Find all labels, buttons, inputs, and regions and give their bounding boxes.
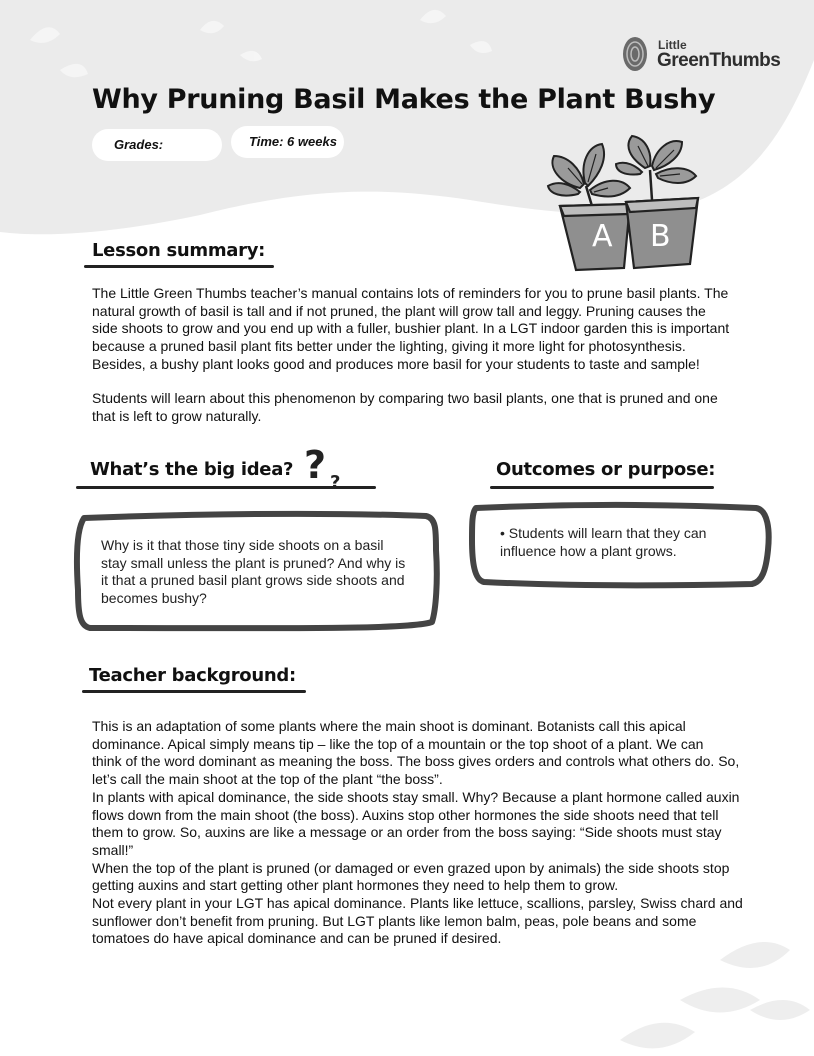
heading-underline [82,690,306,693]
teacher-background-heading: Teacher background: [89,665,296,686]
big-idea-heading: What’s the big idea? [90,459,294,480]
outcomes-heading: Outcomes or purpose: [496,459,716,480]
time-pill: Time: 6 weeks [231,126,344,158]
little-green-thumbs-logo [620,34,780,78]
logo-text-little: Little [658,38,687,52]
pot-label-b: B [650,219,671,254]
decorative-leaves-bottom [560,940,814,1056]
lesson-summary-heading: Lesson summary: [92,240,266,261]
outcomes-text: • Students will learn that they can influence how a plant grows. [500,525,707,559]
question-marks-icon [304,444,348,490]
grades-pill: Grades: [92,129,222,161]
page-title: Why Pruning Basil Makes the Plant Bushy [92,84,716,115]
big-idea-text: Why is it that those tiny side shoots on a basil stay small unless the plant is pruned? And why is it that a pruned basil plant grows side shoots and becomes bushy? [101,537,406,606]
teacher-background-text: This is an adaptation of some plants where the main shoot is dominant. Botanists call this apical dominance. Apical simply means tip – like the top of a mountain or the top shoot of a plant. We can think of the word dominant as meaning the boss. The boss gives orders and controls what others do. So, let’s call the main shoot at the top of the plant “the boss”. In plants with apical dominance, the side shoots stay small. Why? Because a plant hormone called auxin flows down from the main shoot (the boss). Auxins stop other hormones the side shoots need that tell them to grow. So, auxins are like a message or an order from the boss saying: “Side shoots must stay small!” When the top of the plant is pruned (or damaged or even grazed upon by animals) the side shoots stop getting auxins and start getting other plant hormones they need to help them to grow. Not every plant in your LGT has apical dominance. Plants like lettuce, scallions, parsley, Swiss chard and sunflower don’t benefit from pruning. But LGT plants like lemon balm, peas, pole beans and some tomatoes do have apical dominance and can be pruned if desired. [92,718,743,947]
lesson-summary-paragraph-1: The Little Green Thumbs teacher’s manual contains lots of reminders for you to prune basil plants. The natural growth of basil is tall and if not pruned, the plant will grow tall and leggy. Pruning causes the side shoots to grow and you end up with a fuller, bushier plant. In a LGT indoor garden this is important because a pruned basil plant fits better under the lighting, giving it more light for photosynthesis. Besides, a bushy plant looks good and produces more basil for your students to taste and sample! [92,285,730,372]
pot-label-a: A [592,219,613,254]
lesson-summary-paragraph-2: Students will learn about this phenomenon by comparing two basil plants, one that is pruned and one that is left to grow naturally. [92,390,718,424]
basil-pots-illustration [540,128,710,273]
logo-text-greenthumbs: GreenThumbs [657,50,781,71]
svg-text:?: ? [330,472,341,490]
svg-text:?: ? [304,444,327,487]
heading-underline [84,265,274,268]
thumbprint-icon [620,34,650,74]
heading-underline [490,486,714,489]
